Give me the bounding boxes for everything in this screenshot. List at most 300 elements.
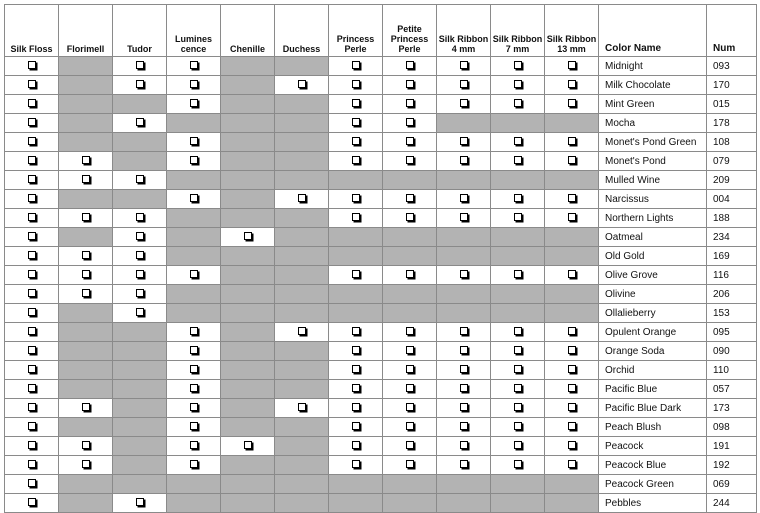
checkbox-cell[interactable]: [167, 190, 221, 209]
checkbox-icon[interactable]: [136, 61, 144, 69]
checkbox-cell[interactable]: [5, 171, 59, 190]
checkbox-icon[interactable]: [136, 308, 144, 316]
checkbox-icon[interactable]: [190, 99, 198, 107]
checkbox-icon[interactable]: [460, 346, 468, 354]
checkbox-cell[interactable]: [5, 456, 59, 475]
checkbox-cell[interactable]: [329, 114, 383, 133]
checkbox-cell[interactable]: [275, 399, 329, 418]
checkbox-icon[interactable]: [28, 441, 36, 449]
checkbox-cell[interactable]: [329, 342, 383, 361]
checkbox-cell[interactable]: [545, 361, 599, 380]
checkbox-cell[interactable]: [491, 456, 545, 475]
checkbox-icon[interactable]: [82, 441, 90, 449]
checkbox-icon[interactable]: [190, 270, 198, 278]
checkbox-cell[interactable]: [383, 133, 437, 152]
checkbox-icon[interactable]: [406, 327, 414, 335]
checkbox-cell[interactable]: [491, 209, 545, 228]
checkbox-icon[interactable]: [568, 80, 576, 88]
checkbox-icon[interactable]: [28, 422, 36, 430]
checkbox-icon[interactable]: [406, 403, 414, 411]
checkbox-icon[interactable]: [568, 422, 576, 430]
checkbox-cell[interactable]: [545, 437, 599, 456]
checkbox-icon[interactable]: [568, 460, 576, 468]
checkbox-cell[interactable]: [167, 57, 221, 76]
checkbox-cell[interactable]: [491, 342, 545, 361]
checkbox-cell[interactable]: [167, 95, 221, 114]
checkbox-icon[interactable]: [568, 213, 576, 221]
checkbox-icon[interactable]: [28, 365, 36, 373]
checkbox-cell[interactable]: [5, 133, 59, 152]
checkbox-icon[interactable]: [514, 441, 522, 449]
checkbox-cell[interactable]: [275, 323, 329, 342]
checkbox-cell[interactable]: [545, 399, 599, 418]
checkbox-cell[interactable]: [437, 57, 491, 76]
checkbox-icon[interactable]: [568, 384, 576, 392]
checkbox-icon[interactable]: [298, 403, 306, 411]
checkbox-cell[interactable]: [5, 152, 59, 171]
checkbox-icon[interactable]: [568, 61, 576, 69]
checkbox-cell[interactable]: [275, 190, 329, 209]
checkbox-cell[interactable]: [113, 228, 167, 247]
checkbox-cell[interactable]: [383, 114, 437, 133]
checkbox-cell[interactable]: [167, 361, 221, 380]
checkbox-icon[interactable]: [352, 61, 360, 69]
checkbox-cell[interactable]: [383, 437, 437, 456]
checkbox-icon[interactable]: [28, 384, 36, 392]
checkbox-icon[interactable]: [460, 365, 468, 373]
checkbox-icon[interactable]: [514, 422, 522, 430]
checkbox-icon[interactable]: [28, 479, 36, 487]
checkbox-cell[interactable]: [5, 418, 59, 437]
checkbox-icon[interactable]: [514, 365, 522, 373]
checkbox-cell[interactable]: [5, 209, 59, 228]
color-number: 015: [707, 95, 757, 114]
checkbox-icon[interactable]: [406, 384, 414, 392]
checkbox-cell[interactable]: [437, 361, 491, 380]
checkbox-icon[interactable]: [352, 422, 360, 430]
checkbox-cell[interactable]: [5, 190, 59, 209]
checkbox-cell[interactable]: [491, 95, 545, 114]
checkbox-cell[interactable]: [5, 342, 59, 361]
checkbox-cell[interactable]: [383, 95, 437, 114]
checkbox-cell[interactable]: [437, 266, 491, 285]
checkbox-cell[interactable]: [113, 171, 167, 190]
checkbox-cell[interactable]: [5, 323, 59, 342]
checkbox-icon[interactable]: [460, 327, 468, 335]
checkbox-icon[interactable]: [352, 346, 360, 354]
checkbox-icon[interactable]: [28, 270, 36, 278]
checkbox-icon[interactable]: [28, 118, 36, 126]
checkbox-cell[interactable]: [167, 418, 221, 437]
checkbox-icon[interactable]: [28, 327, 36, 335]
checkbox-cell[interactable]: [545, 57, 599, 76]
checkbox-cell[interactable]: [5, 76, 59, 95]
checkbox-icon[interactable]: [460, 137, 468, 145]
checkbox-cell[interactable]: [491, 437, 545, 456]
checkbox-cell[interactable]: [5, 285, 59, 304]
checkbox-icon[interactable]: [352, 403, 360, 411]
checkbox-cell[interactable]: [383, 323, 437, 342]
checkbox-icon[interactable]: [406, 213, 414, 221]
checkbox-cell[interactable]: [491, 399, 545, 418]
checkbox-cell[interactable]: [59, 152, 113, 171]
checkbox-icon[interactable]: [28, 460, 36, 468]
checkbox-cell[interactable]: [59, 209, 113, 228]
checkbox-icon[interactable]: [406, 422, 414, 430]
checkbox-cell[interactable]: [491, 57, 545, 76]
checkbox-icon[interactable]: [190, 441, 198, 449]
unavailable-cell: [329, 228, 383, 247]
checkbox-icon[interactable]: [82, 403, 90, 411]
checkbox-icon[interactable]: [406, 137, 414, 145]
checkbox-icon[interactable]: [406, 270, 414, 278]
checkbox-cell[interactable]: [59, 437, 113, 456]
checkbox-cell[interactable]: [437, 95, 491, 114]
checkbox-cell[interactable]: [329, 361, 383, 380]
checkbox-icon[interactable]: [82, 213, 90, 221]
checkbox-cell[interactable]: [383, 456, 437, 475]
checkbox-cell[interactable]: [545, 323, 599, 342]
checkbox-cell[interactable]: [545, 95, 599, 114]
checkbox-icon[interactable]: [28, 61, 36, 69]
checkbox-icon[interactable]: [190, 403, 198, 411]
checkbox-icon[interactable]: [460, 441, 468, 449]
checkbox-icon[interactable]: [352, 80, 360, 88]
checkbox-icon[interactable]: [514, 156, 522, 164]
checkbox-cell[interactable]: [329, 209, 383, 228]
checkbox-cell[interactable]: [5, 380, 59, 399]
checkbox-cell[interactable]: [167, 437, 221, 456]
checkbox-cell[interactable]: [5, 247, 59, 266]
checkbox-icon[interactable]: [136, 232, 144, 240]
unavailable-cell: [113, 437, 167, 456]
checkbox-icon[interactable]: [352, 384, 360, 392]
checkbox-icon[interactable]: [352, 137, 360, 145]
checkbox-icon[interactable]: [352, 156, 360, 164]
checkbox-cell[interactable]: [491, 266, 545, 285]
checkbox-cell[interactable]: [113, 114, 167, 133]
checkbox-cell[interactable]: [5, 95, 59, 114]
checkbox-icon[interactable]: [568, 346, 576, 354]
checkbox-cell[interactable]: [167, 152, 221, 171]
checkbox-cell[interactable]: [383, 342, 437, 361]
checkbox-cell[interactable]: [5, 228, 59, 247]
checkbox-cell[interactable]: [437, 76, 491, 95]
checkbox-cell[interactable]: [329, 266, 383, 285]
checkbox-icon[interactable]: [244, 441, 252, 449]
checkbox-cell[interactable]: [329, 133, 383, 152]
checkbox-cell[interactable]: [437, 152, 491, 171]
checkbox-icon[interactable]: [406, 441, 414, 449]
checkbox-cell[interactable]: [329, 95, 383, 114]
checkbox-icon[interactable]: [406, 346, 414, 354]
checkbox-cell[interactable]: [113, 266, 167, 285]
checkbox-icon[interactable]: [82, 156, 90, 164]
checkbox-cell[interactable]: [5, 399, 59, 418]
checkbox-icon[interactable]: [190, 365, 198, 373]
checkbox-icon[interactable]: [460, 460, 468, 468]
checkbox-icon[interactable]: [406, 194, 414, 202]
checkbox-icon[interactable]: [568, 365, 576, 373]
checkbox-cell[interactable]: [491, 76, 545, 95]
checkbox-icon[interactable]: [190, 61, 198, 69]
checkbox-cell[interactable]: [545, 266, 599, 285]
checkbox-cell[interactable]: [5, 437, 59, 456]
checkbox-cell[interactable]: [329, 437, 383, 456]
checkbox-cell[interactable]: [491, 380, 545, 399]
checkbox-icon[interactable]: [190, 194, 198, 202]
checkbox-cell[interactable]: [167, 76, 221, 95]
checkbox-icon[interactable]: [28, 289, 36, 297]
checkbox-icon[interactable]: [406, 118, 414, 126]
checkbox-cell[interactable]: [5, 266, 59, 285]
checkbox-cell[interactable]: [167, 342, 221, 361]
checkbox-icon[interactable]: [568, 194, 576, 202]
checkbox-icon[interactable]: [136, 251, 144, 259]
checkbox-icon[interactable]: [514, 61, 522, 69]
checkbox-cell[interactable]: [167, 399, 221, 418]
checkbox-icon[interactable]: [568, 137, 576, 145]
checkbox-cell[interactable]: [491, 323, 545, 342]
checkbox-icon[interactable]: [136, 80, 144, 88]
checkbox-icon[interactable]: [190, 137, 198, 145]
checkbox-cell[interactable]: [59, 399, 113, 418]
checkbox-icon[interactable]: [406, 80, 414, 88]
checkbox-cell[interactable]: [437, 418, 491, 437]
checkbox-cell[interactable]: [383, 418, 437, 437]
checkbox-icon[interactable]: [352, 327, 360, 335]
checkbox-cell[interactable]: [275, 76, 329, 95]
checkbox-icon[interactable]: [82, 460, 90, 468]
color-number: 188: [707, 209, 757, 228]
checkbox-cell[interactable]: [545, 190, 599, 209]
checkbox-icon[interactable]: [28, 175, 36, 183]
checkbox-icon[interactable]: [28, 232, 36, 240]
checkbox-icon[interactable]: [28, 80, 36, 88]
checkbox-icon[interactable]: [190, 346, 198, 354]
checkbox-icon[interactable]: [514, 346, 522, 354]
checkbox-cell[interactable]: [491, 418, 545, 437]
checkbox-icon[interactable]: [352, 118, 360, 126]
checkbox-cell[interactable]: [329, 76, 383, 95]
checkbox-cell[interactable]: [113, 209, 167, 228]
checkbox-cell[interactable]: [167, 380, 221, 399]
checkbox-cell[interactable]: [383, 190, 437, 209]
checkbox-icon[interactable]: [28, 156, 36, 164]
checkbox-icon[interactable]: [298, 80, 306, 88]
checkbox-icon[interactable]: [190, 384, 198, 392]
checkbox-icon[interactable]: [568, 403, 576, 411]
checkbox-cell[interactable]: [383, 361, 437, 380]
checkbox-cell[interactable]: [113, 285, 167, 304]
checkbox-icon[interactable]: [406, 61, 414, 69]
checkbox-icon[interactable]: [568, 156, 576, 164]
checkbox-cell[interactable]: [491, 190, 545, 209]
checkbox-icon[interactable]: [460, 194, 468, 202]
checkbox-cell[interactable]: [545, 342, 599, 361]
checkbox-icon[interactable]: [190, 80, 198, 88]
checkbox-cell[interactable]: [545, 133, 599, 152]
checkbox-icon[interactable]: [352, 270, 360, 278]
checkbox-icon[interactable]: [460, 61, 468, 69]
checkbox-icon[interactable]: [190, 460, 198, 468]
checkbox-icon[interactable]: [568, 99, 576, 107]
checkbox-icon[interactable]: [136, 289, 144, 297]
checkbox-cell[interactable]: [383, 152, 437, 171]
checkbox-cell[interactable]: [545, 152, 599, 171]
checkbox-icon[interactable]: [190, 327, 198, 335]
checkbox-icon[interactable]: [136, 175, 144, 183]
checkbox-icon[interactable]: [460, 403, 468, 411]
checkbox-cell[interactable]: [113, 494, 167, 513]
checkbox-cell[interactable]: [59, 247, 113, 266]
checkbox-cell[interactable]: [59, 171, 113, 190]
checkbox-icon[interactable]: [460, 270, 468, 278]
checkbox-cell[interactable]: [383, 76, 437, 95]
checkbox-icon[interactable]: [352, 194, 360, 202]
checkbox-icon[interactable]: [82, 175, 90, 183]
checkbox-cell[interactable]: [221, 228, 275, 247]
checkbox-icon[interactable]: [514, 194, 522, 202]
checkbox-cell[interactable]: [437, 342, 491, 361]
checkbox-cell[interactable]: [383, 399, 437, 418]
checkbox-icon[interactable]: [28, 194, 36, 202]
checkbox-icon[interactable]: [406, 156, 414, 164]
checkbox-icon[interactable]: [136, 498, 144, 506]
checkbox-cell[interactable]: [329, 399, 383, 418]
checkbox-cell[interactable]: [329, 152, 383, 171]
checkbox-cell[interactable]: [545, 456, 599, 475]
checkbox-cell[interactable]: [329, 323, 383, 342]
checkbox-cell[interactable]: [383, 266, 437, 285]
checkbox-icon[interactable]: [28, 308, 36, 316]
unavailable-cell: [491, 494, 545, 513]
checkbox-cell[interactable]: [491, 361, 545, 380]
checkbox-icon[interactable]: [82, 270, 90, 278]
checkbox-cell[interactable]: [113, 76, 167, 95]
checkbox-icon[interactable]: [28, 403, 36, 411]
checkbox-icon[interactable]: [514, 80, 522, 88]
checkbox-icon[interactable]: [28, 213, 36, 221]
checkbox-cell[interactable]: [59, 266, 113, 285]
checkbox-icon[interactable]: [190, 422, 198, 430]
checkbox-cell[interactable]: [5, 304, 59, 323]
unavailable-cell: [545, 114, 599, 133]
checkbox-cell[interactable]: [329, 380, 383, 399]
checkbox-cell[interactable]: [5, 494, 59, 513]
checkbox-icon[interactable]: [352, 213, 360, 221]
checkbox-cell[interactable]: [545, 76, 599, 95]
checkbox-icon[interactable]: [568, 327, 576, 335]
checkbox-icon[interactable]: [82, 251, 90, 259]
checkbox-icon[interactable]: [352, 365, 360, 373]
checkbox-cell[interactable]: [167, 323, 221, 342]
checkbox-cell[interactable]: [437, 437, 491, 456]
checkbox-cell[interactable]: [5, 361, 59, 380]
checkbox-cell[interactable]: [437, 456, 491, 475]
checkbox-icon[interactable]: [460, 422, 468, 430]
checkbox-icon[interactable]: [406, 99, 414, 107]
checkbox-cell[interactable]: [383, 380, 437, 399]
checkbox-icon[interactable]: [460, 213, 468, 221]
checkbox-icon[interactable]: [28, 498, 36, 506]
checkbox-icon[interactable]: [28, 346, 36, 354]
checkbox-icon[interactable]: [136, 118, 144, 126]
checkbox-cell[interactable]: [329, 190, 383, 209]
checkbox-icon[interactable]: [352, 99, 360, 107]
checkbox-cell[interactable]: [437, 399, 491, 418]
checkbox-icon[interactable]: [514, 403, 522, 411]
checkbox-cell[interactable]: [329, 456, 383, 475]
checkbox-cell[interactable]: [383, 57, 437, 76]
checkbox-icon[interactable]: [136, 213, 144, 221]
checkbox-cell[interactable]: [167, 266, 221, 285]
checkbox-cell[interactable]: [491, 152, 545, 171]
checkbox-cell[interactable]: [113, 247, 167, 266]
checkbox-cell[interactable]: [545, 380, 599, 399]
checkbox-cell[interactable]: [437, 190, 491, 209]
checkbox-icon[interactable]: [460, 384, 468, 392]
checkbox-icon[interactable]: [514, 270, 522, 278]
checkbox-cell[interactable]: [329, 418, 383, 437]
checkbox-icon[interactable]: [352, 460, 360, 468]
checkbox-icon[interactable]: [28, 251, 36, 259]
checkbox-icon[interactable]: [514, 213, 522, 221]
checkbox-cell[interactable]: [113, 304, 167, 323]
checkbox-icon[interactable]: [28, 137, 36, 145]
checkbox-cell[interactable]: [383, 209, 437, 228]
checkbox-cell[interactable]: [329, 57, 383, 76]
checkbox-icon[interactable]: [460, 156, 468, 164]
checkbox-cell[interactable]: [545, 418, 599, 437]
checkbox-cell[interactable]: [437, 323, 491, 342]
checkbox-icon[interactable]: [514, 460, 522, 468]
checkbox-icon[interactable]: [190, 156, 198, 164]
checkbox-cell[interactable]: [167, 456, 221, 475]
checkbox-icon[interactable]: [514, 137, 522, 145]
checkbox-icon[interactable]: [406, 460, 414, 468]
checkbox-icon[interactable]: [136, 270, 144, 278]
checkbox-icon[interactable]: [298, 194, 306, 202]
checkbox-cell[interactable]: [5, 475, 59, 494]
checkbox-icon[interactable]: [28, 99, 36, 107]
checkbox-cell[interactable]: [167, 133, 221, 152]
checkbox-cell[interactable]: [59, 456, 113, 475]
checkbox-icon[interactable]: [244, 232, 252, 240]
checkbox-icon[interactable]: [568, 441, 576, 449]
checkbox-icon[interactable]: [514, 384, 522, 392]
checkbox-icon[interactable]: [82, 289, 90, 297]
checkbox-icon[interactable]: [514, 99, 522, 107]
checkbox-cell[interactable]: [437, 209, 491, 228]
checkbox-cell[interactable]: [437, 133, 491, 152]
checkbox-cell[interactable]: [5, 114, 59, 133]
checkbox-icon[interactable]: [568, 270, 576, 278]
checkbox-icon[interactable]: [352, 441, 360, 449]
checkbox-cell[interactable]: [113, 57, 167, 76]
checkbox-icon[interactable]: [460, 80, 468, 88]
checkbox-icon[interactable]: [514, 327, 522, 335]
checkbox-icon[interactable]: [460, 99, 468, 107]
checkbox-cell[interactable]: [59, 285, 113, 304]
checkbox-icon[interactable]: [298, 327, 306, 335]
checkbox-cell[interactable]: [5, 57, 59, 76]
checkbox-cell[interactable]: [491, 133, 545, 152]
checkbox-icon[interactable]: [406, 365, 414, 373]
checkbox-cell[interactable]: [545, 209, 599, 228]
checkbox-cell[interactable]: [221, 437, 275, 456]
checkbox-cell[interactable]: [437, 380, 491, 399]
